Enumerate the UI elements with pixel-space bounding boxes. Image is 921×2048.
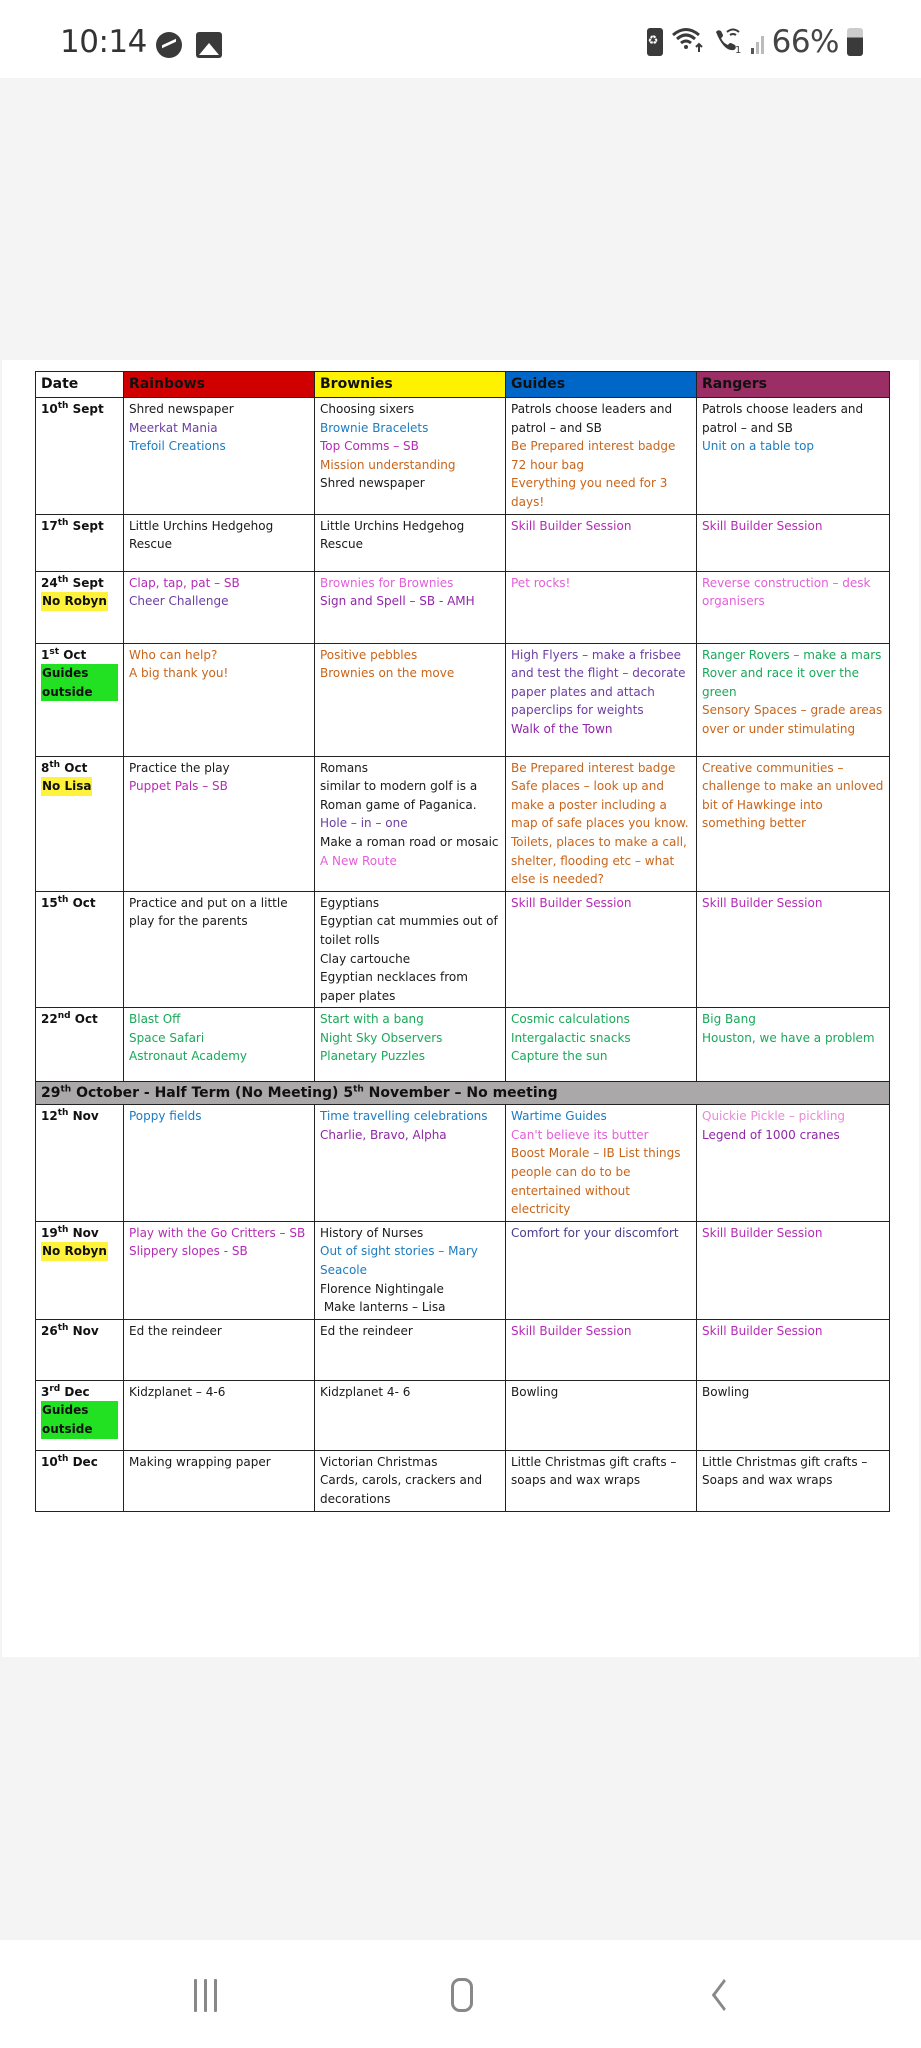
rangers-cell <box>697 756 890 891</box>
wifi-icon <box>671 26 705 59</box>
activity: Boost Morale – IB List things people can do to be entertained without electricity <box>511 1146 681 1217</box>
date-ordinal: th <box>57 1322 69 1333</box>
status-bar <box>0 0 921 78</box>
half-term-banner-row <box>36 1082 890 1105</box>
activity: Top Comms – SB <box>320 439 419 454</box>
rangers-cell <box>697 398 890 515</box>
activity: Make lanterns – Lisa <box>320 1300 446 1315</box>
table-header-row <box>36 372 890 398</box>
guides-cell <box>506 1008 697 1082</box>
back-button[interactable] <box>690 1970 750 2020</box>
header-date: Date <box>36 372 124 398</box>
rainbows-cell <box>124 756 315 891</box>
table-row <box>36 398 890 515</box>
activity: Comfort for your discomfort <box>511 1225 679 1240</box>
activity: Romans <box>320 760 369 775</box>
activity: Little Urchins Hedgehog Rescue <box>320 518 465 552</box>
rainbows-cell <box>124 1221 315 1319</box>
activity: Charlie, Bravo, Alpha <box>320 1127 447 1142</box>
date-month: Sept <box>68 575 104 590</box>
activity: Space Safari <box>129 1030 205 1045</box>
rainbows-cell <box>124 643 315 756</box>
activity: Houston, we have a problem <box>702 1030 875 1045</box>
table-row <box>36 571 890 643</box>
svg-text:1: 1 <box>734 44 741 54</box>
activity: Slippery slopes - SB <box>129 1244 248 1259</box>
header-rainbows: Rainbows <box>124 372 315 398</box>
activity: Cards, carols, crackers and decorations <box>320 1473 483 1506</box>
rangers-cell <box>697 643 890 756</box>
home-icon <box>451 1978 473 2012</box>
guides-cell <box>506 891 697 1008</box>
activity: Pet rocks! <box>511 575 571 590</box>
location-note: Guides outside <box>41 664 118 701</box>
activity: Puppet Pals – SB <box>129 779 228 794</box>
activity: Skill Builder Session <box>511 1323 632 1338</box>
guides-cell <box>506 514 697 571</box>
brownies-cell <box>315 514 506 571</box>
banner-ordinal: th <box>60 1084 72 1095</box>
activity: Brownie Bracelets <box>320 420 429 435</box>
banner-day: 29 <box>41 1085 61 1102</box>
brownies-cell <box>315 891 506 1008</box>
rangers-cell <box>697 1221 890 1319</box>
activity: Ranger Rovers – make a mars Rover and race it over the green <box>702 647 882 699</box>
date-ordinal: th <box>57 401 69 411</box>
activity: Big Bang <box>702 1012 756 1027</box>
home-button[interactable] <box>432 1970 492 2020</box>
date-cell <box>36 514 124 571</box>
brownies-cell <box>315 1380 506 1450</box>
guides-cell <box>506 1450 697 1511</box>
activity: Bowling <box>702 1384 750 1399</box>
date-day: 26 <box>41 1323 58 1338</box>
activity: Out of sight stories – Mary Seacole <box>320 1244 478 1278</box>
date-ordinal: th <box>49 759 61 770</box>
navigation-bar <box>0 1940 921 2048</box>
activity: Practice the play <box>129 760 230 775</box>
activity: Bowling <box>511 1384 559 1399</box>
date-month: Oct <box>59 647 87 662</box>
header-guides: Guides <box>506 372 697 398</box>
activity: Cosmic calculations <box>511 1012 630 1027</box>
date-month: Sept <box>68 402 104 416</box>
date-day: 15 <box>41 895 58 910</box>
date-month: Oct <box>70 1012 98 1027</box>
rangers-cell <box>697 1008 890 1082</box>
activity: Egyptians <box>320 895 380 910</box>
activity: Start with a bang <box>320 1012 424 1027</box>
battery-saver-icon <box>647 28 663 56</box>
rangers-cell <box>697 1319 890 1380</box>
rangers-cell <box>697 514 890 571</box>
date-month: Oct <box>68 895 96 910</box>
table-row <box>36 891 890 1008</box>
recents-button[interactable] <box>175 1970 235 2020</box>
activity: Florence Nightingale <box>320 1281 444 1296</box>
date-cell <box>36 398 124 515</box>
activity: Meerkat Mania <box>129 420 218 435</box>
activity: Skill Builder Session <box>511 518 632 533</box>
half-term-banner <box>36 1082 890 1105</box>
banner-text: November – No meeting <box>363 1085 558 1102</box>
activity: Ed the reindeer <box>129 1323 222 1338</box>
activity: History of Nurses <box>320 1225 424 1240</box>
activity: Shred newspaper <box>320 476 425 491</box>
rainbows-cell <box>124 891 315 1008</box>
activity: Planetary Puzzles <box>320 1049 426 1064</box>
activity: Choosing sixers <box>320 402 415 416</box>
table-row <box>36 1450 890 1511</box>
activity: Quickie Pickle – pickling <box>702 1109 846 1124</box>
guides-cell <box>506 1319 697 1380</box>
guides-cell <box>506 398 697 515</box>
cellular-signal-icon <box>751 30 764 54</box>
brownies-cell <box>315 1450 506 1511</box>
date-cell <box>36 1450 124 1511</box>
activity: Kidzplanet – 4-6 <box>129 1384 226 1399</box>
table-row <box>36 1319 890 1380</box>
date-day: 10 <box>41 402 58 416</box>
rainbows-cell <box>124 398 315 515</box>
rangers-cell <box>697 571 890 643</box>
date-ordinal: th <box>57 894 69 905</box>
activity: High Flyers – make a frisbee and test the flight – decorate paper plates and attach paperclips for weights <box>511 647 686 718</box>
activity: Capture the sun <box>511 1049 608 1064</box>
date-cell <box>36 643 124 756</box>
document-page <box>2 360 919 1657</box>
date-ordinal: th <box>57 1224 69 1235</box>
banner-ordinal: th <box>353 1084 364 1095</box>
activity: Ed the reindeer <box>320 1323 413 1338</box>
date-month: Dec <box>68 1454 98 1469</box>
gallery-notification-icon <box>196 32 222 58</box>
date-day: 19 <box>41 1225 58 1240</box>
back-icon <box>712 1979 736 2011</box>
table-row <box>36 514 890 571</box>
rainbows-cell <box>124 571 315 643</box>
header-rangers: Rangers <box>697 372 890 398</box>
date-month: Nov <box>68 1109 99 1124</box>
brownies-cell <box>315 756 506 891</box>
date-cell <box>36 1221 124 1319</box>
date-month: Nov <box>68 1225 99 1240</box>
date-ordinal: rd <box>49 1383 61 1394</box>
activity: Shred newspaper <box>129 402 234 416</box>
activity: Skill Builder Session <box>511 895 632 910</box>
rainbows-cell <box>124 1105 315 1222</box>
brownies-cell <box>315 1319 506 1380</box>
activity: Sensory Spaces – grade areas over or under stimulating <box>702 703 883 736</box>
date-cell <box>36 1380 124 1450</box>
status-time: 10:14 <box>60 24 147 60</box>
activity: Safe places – look up and make a poster including a map of safe places you know. Toilets, places to make a call, shelter, flooding etc – what else is needed? <box>511 779 689 887</box>
activity: Mission understanding <box>320 457 456 472</box>
wifi-calling-icon <box>713 26 743 59</box>
activity: Skill Builder Session <box>702 895 823 910</box>
activity: Night Sky Observers <box>320 1030 443 1045</box>
brownies-cell <box>315 1221 506 1319</box>
activity: Patrols choose leaders and patrol – and SB <box>702 402 864 435</box>
date-cell <box>36 1008 124 1082</box>
activity: Brownies on the move <box>320 666 455 681</box>
recents-icon <box>194 1979 217 2012</box>
date-ordinal: th <box>57 517 69 528</box>
date-day: 3 <box>41 1384 50 1399</box>
activity: Creative communities – challenge to make an unloved bit of Hawkinge into something better <box>702 760 884 831</box>
rainbows-cell <box>124 1450 315 1511</box>
activity: Blast Off <box>129 1012 181 1027</box>
guides-cell <box>506 1221 697 1319</box>
guides-cell <box>506 1380 697 1450</box>
activity: Clay cartouche <box>320 951 411 966</box>
rangers-cell <box>697 1450 890 1511</box>
activity: Who can help? <box>129 647 218 662</box>
activity: Practice and put on a little play for the parents <box>129 895 288 929</box>
guides-cell <box>506 643 697 756</box>
date-month: Sept <box>68 518 104 533</box>
rainbows-cell <box>124 1319 315 1380</box>
activity: Trefoil Creations <box>129 439 226 454</box>
activity: Little Christmas gift crafts – soaps and wax wraps <box>511 1454 677 1488</box>
banner-day: 5 <box>343 1085 354 1102</box>
activity: Intergalactic snacks <box>511 1030 631 1045</box>
brownies-cell <box>315 1105 506 1222</box>
activity: Walk of the Town <box>511 721 613 736</box>
activity: Victorian Christmas <box>320 1454 438 1469</box>
activity: Clap, tap, pat – SB <box>129 575 240 590</box>
battery-icon <box>847 28 863 56</box>
absence-note: No Robyn <box>41 592 108 611</box>
date-ordinal: st <box>49 646 60 657</box>
absence-note: No Robyn <box>41 1242 108 1261</box>
guides-cell <box>506 1105 697 1222</box>
date-day: 22 <box>41 1012 58 1027</box>
guides-cell <box>506 571 697 643</box>
date-ordinal: th <box>57 1108 69 1119</box>
activity: Egyptian necklaces from paper plates <box>320 970 468 1003</box>
activity: Skill Builder Session <box>702 1225 823 1240</box>
activity: Everything you need for 3 days! <box>511 476 668 509</box>
header-brownies: Brownies <box>315 372 506 398</box>
table-row <box>36 1105 890 1222</box>
table-row <box>36 1008 890 1082</box>
rainbows-cell <box>124 514 315 571</box>
activity: Little Urchins Hedgehog Rescue <box>129 518 274 552</box>
date-month: Oct <box>60 760 88 775</box>
date-cell <box>36 1319 124 1380</box>
rangers-cell <box>697 1380 890 1450</box>
absence-note: No Lisa <box>41 777 92 796</box>
activity: Reverse construction – desk organisers <box>702 575 871 609</box>
table-row <box>36 643 890 756</box>
activity: Wartime Guides <box>511 1109 607 1124</box>
brownies-cell <box>315 398 506 515</box>
brownies-cell <box>315 571 506 643</box>
date-month: Dec <box>60 1384 90 1399</box>
date-day: 8 <box>41 760 50 775</box>
date-ordinal: th <box>57 1453 69 1464</box>
activity: Little Christmas gift crafts – Soaps and wax wraps <box>702 1454 868 1488</box>
location-note: Guides outside <box>41 1401 118 1438</box>
banner-text: October - Half Term (No Meeting) <box>71 1085 344 1102</box>
activity: Skill Builder Session <box>702 1323 823 1338</box>
activity: Egyptian cat mummies out of toilet rolls <box>320 914 498 947</box>
date-cell <box>36 891 124 1008</box>
date-cell <box>36 756 124 891</box>
brownies-cell <box>315 643 506 756</box>
activity: Time travelling celebrations <box>320 1109 488 1124</box>
activity: Legend of 1000 cranes <box>702 1127 840 1142</box>
activity: Be Prepared interest badge <box>511 760 676 775</box>
messenger-notification-icon <box>156 32 182 58</box>
battery-percent: 66% <box>771 24 839 60</box>
activity: Kidzplanet 4- 6 <box>320 1384 411 1399</box>
rangers-cell <box>697 1105 890 1222</box>
rainbows-cell <box>124 1008 315 1082</box>
status-indicators <box>647 24 863 60</box>
activity: Patrols choose leaders and patrol – and SB <box>511 402 673 435</box>
activity: Poppy fields <box>129 1109 202 1124</box>
activity: Astronaut Academy <box>129 1049 248 1064</box>
activity: Play with the Go Critters – SB <box>129 1225 306 1240</box>
activity: Be Prepared interest badge <box>511 439 676 454</box>
date-ordinal: nd <box>57 1011 71 1022</box>
date-day: 24 <box>41 575 58 590</box>
date-day: 17 <box>41 518 58 533</box>
rainbows-cell <box>124 1380 315 1450</box>
date-cell <box>36 571 124 643</box>
activity: similar to modern golf is a Roman game of Paganica. <box>320 779 478 812</box>
date-cell <box>36 1105 124 1222</box>
guides-cell <box>506 756 697 891</box>
table-row <box>36 1221 890 1319</box>
activity: Cheer Challenge <box>129 594 229 609</box>
date-ordinal: th <box>57 574 69 585</box>
date-day: 10 <box>41 1454 58 1469</box>
activity: Sign and Spell – SB - AMH <box>320 594 475 609</box>
date-day: 12 <box>41 1109 58 1124</box>
activity: A big thank you! <box>129 666 229 681</box>
activity: Make a roman road or mosaic <box>320 834 499 849</box>
activity: 72 hour bag <box>511 457 584 472</box>
date-day: 1 <box>41 647 50 662</box>
rangers-cell <box>697 891 890 1008</box>
date-month: Nov <box>68 1323 99 1338</box>
activity: Positive pebbles <box>320 647 418 662</box>
brownies-cell <box>315 1008 506 1082</box>
activity: Hole – in – one <box>320 816 408 831</box>
activity: Unit on a table top <box>702 439 815 454</box>
activity: A New Route <box>320 853 397 868</box>
schedule-table <box>35 371 890 1512</box>
table-row <box>36 756 890 891</box>
table-row <box>36 1380 890 1450</box>
activity: Can't believe its butter <box>511 1127 649 1142</box>
activity: Brownies for Brownies <box>320 575 454 590</box>
activity: Making wrapping paper <box>129 1454 271 1469</box>
activity: Skill Builder Session <box>702 518 823 533</box>
